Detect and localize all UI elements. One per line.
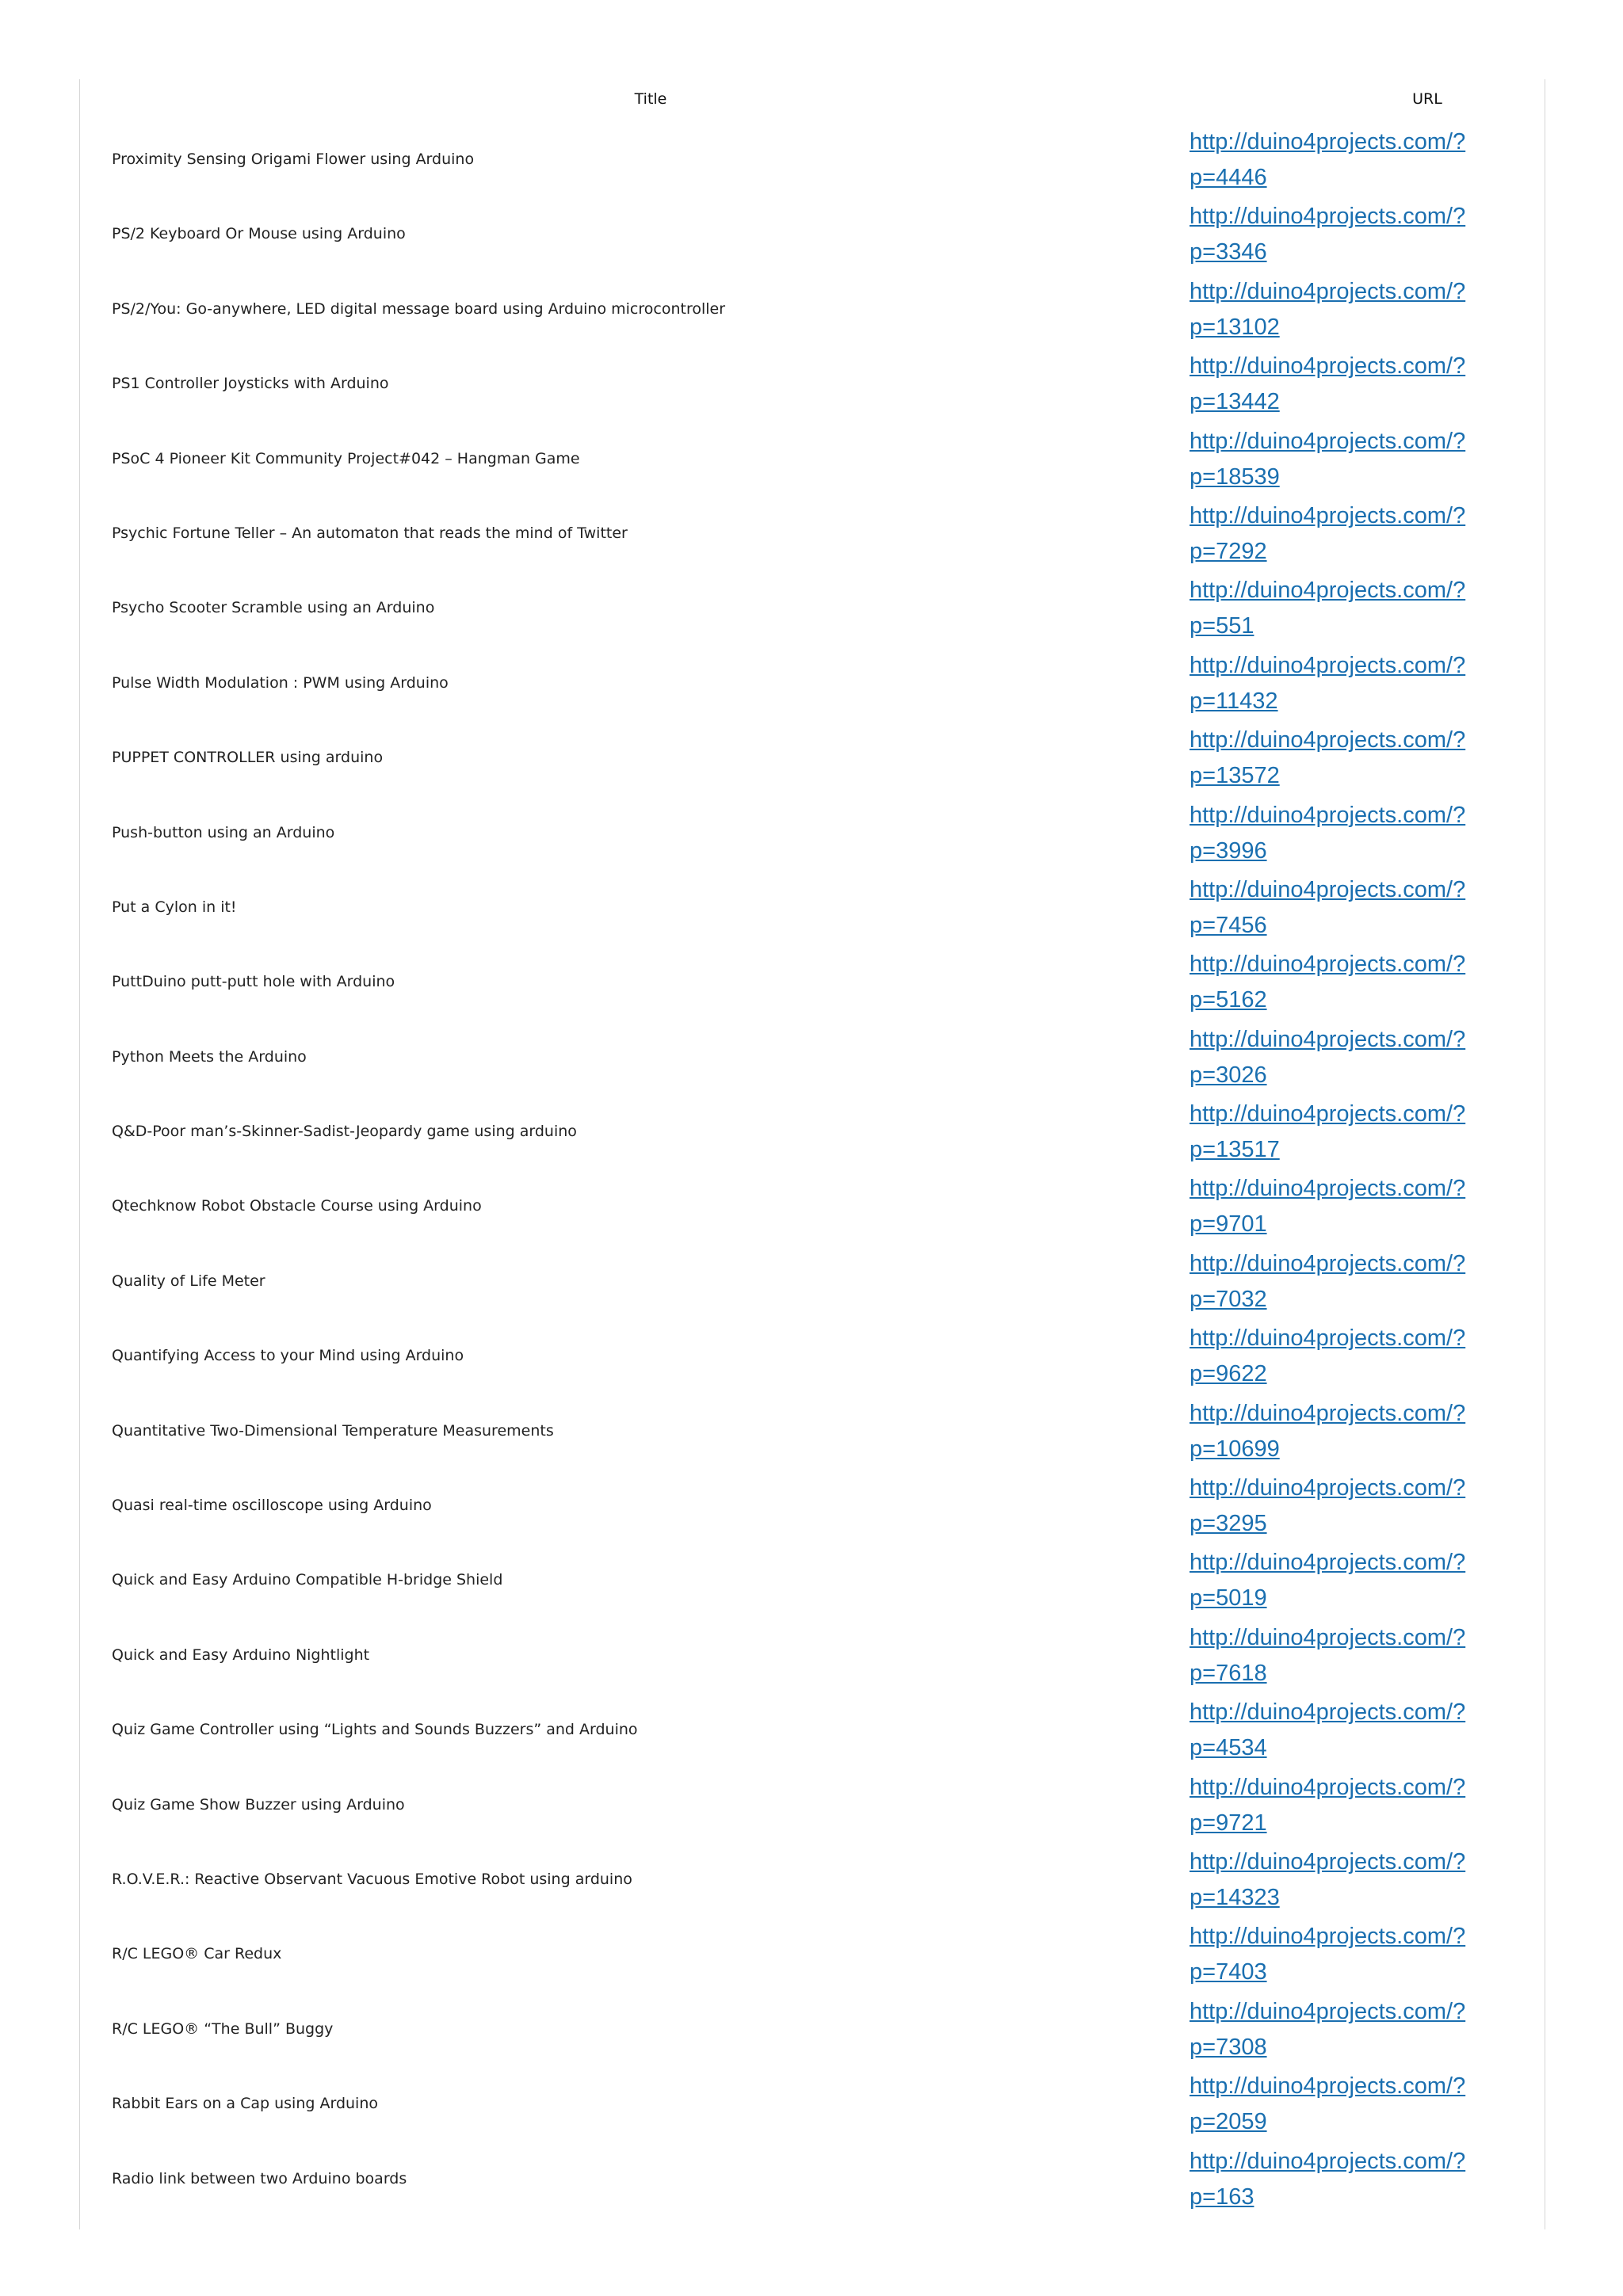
row-url-link[interactable] [1190,349,1507,420]
row-url-link[interactable] [1190,1246,1507,1318]
table-row [80,421,1545,496]
url-line-1: http://duino4projects.com/? [1190,502,1466,528]
table-row [80,720,1545,795]
row-title: Quantifying Access to your Mind using Arduino [112,1347,464,1365]
row-url-link[interactable] [1190,1470,1507,1542]
url-line-2: p=13517 [1190,1137,1280,1163]
row-url-link[interactable] [1190,1545,1507,1616]
url-line-1: http://duino4projects.com/? [1190,1624,1466,1650]
url-line-2: p=13572 [1190,763,1280,789]
url-line-2: p=7618 [1190,1660,1267,1686]
table-row [80,1169,1545,1243]
url-line-2: p=9622 [1190,1361,1267,1387]
url-line-2: p=7308 [1190,2034,1267,2060]
url-line-2: p=3996 [1190,837,1267,864]
row-url-link[interactable] [1190,947,1507,1018]
row-title: Quasi real-time oscilloscope using Arduino [112,1497,432,1515]
row-url-link[interactable] [1190,1770,1507,1841]
url-line-2: p=2059 [1190,2109,1267,2135]
url-line-1: http://duino4projects.com/? [1190,1475,1466,1501]
row-title: Proximity Sensing Origami Flower using Arduino [112,151,475,168]
url-line-1: http://duino4projects.com/? [1190,353,1466,379]
url-line-1: http://duino4projects.com/? [1190,1699,1466,1726]
row-title: Quiz Game Show Buzzer using Arduino [112,1795,405,1814]
url-line-1: http://duino4projects.com/? [1190,1550,1466,1576]
row-url-link[interactable] [1190,1620,1507,1691]
url-line-1: http://duino4projects.com/? [1190,1924,1466,1950]
table-row [80,1094,1545,1169]
row-title: Pulse Width Modulation : PWM using Arduino [112,673,449,692]
table-row [80,1842,1545,1917]
row-title: Psychic Fortune Teller – An automaton that reads the mind of Twitter [112,524,628,542]
table-row [80,1692,1545,1767]
url-line-2: p=3295 [1190,1511,1267,1537]
row-url-link[interactable] [1190,872,1507,944]
table-row [80,122,1545,196]
table-body [80,122,1545,2216]
url-line-1: http://duino4projects.com/? [1190,2148,1466,2174]
table-row [80,870,1545,944]
table-row [80,1394,1545,1468]
table-row [80,272,1545,346]
url-line-2: p=11432 [1190,688,1278,714]
table-row [80,646,1545,720]
url-line-2: p=3026 [1190,1062,1267,1088]
row-title: Radio link between two Arduino boards [112,2169,407,2187]
url-line-1: http://duino4projects.com/? [1190,1998,1466,2024]
url-line-2: p=4534 [1190,1735,1267,1761]
url-line-2: p=5019 [1190,1585,1267,1611]
table-row [80,496,1545,570]
row-url-link[interactable] [1190,1022,1507,1093]
url-line-1: http://duino4projects.com/? [1190,278,1466,304]
row-url-link[interactable] [1190,798,1507,869]
table-row [80,570,1545,645]
url-line-1: http://duino4projects.com/? [1190,727,1466,753]
row-title: PSoC 4 Pioneer Kit Community Project#042 – Hangman Game [112,449,580,467]
row-title: Python Meets the Arduino [112,1047,307,1066]
url-line-2: p=10699 [1190,1436,1280,1462]
url-line-2: p=18539 [1190,463,1280,490]
row-title: Psycho Scooter Scramble using an Arduino [112,599,435,617]
url-line-1: http://duino4projects.com/? [1190,1026,1466,1052]
url-line-1: http://duino4projects.com/? [1190,876,1466,902]
url-line-1: http://duino4projects.com/? [1190,952,1466,978]
row-url-link[interactable] [1190,2144,1507,2215]
url-line-2: p=551 [1190,613,1254,639]
row-url-link[interactable] [1190,124,1507,196]
row-url-link[interactable] [1190,498,1507,570]
row-url-link[interactable] [1190,1844,1507,1916]
table-row [80,1020,1545,1094]
row-title: R/C LEGO® Car Redux [112,1945,282,1963]
row-title: Put a Cylon in it! [112,898,237,916]
url-line-1: http://duino4projects.com/? [1190,652,1466,678]
url-line-2: p=7456 [1190,912,1267,938]
url-line-2: p=9721 [1190,1810,1267,1836]
url-line-2: p=7403 [1190,1959,1267,1985]
row-title: Quick and Easy Arduino Compatible H-bridge Shield [112,1571,503,1589]
table-row [80,346,1545,421]
url-line-1: http://duino4projects.com/? [1190,428,1466,454]
url-line-1: http://duino4projects.com/? [1190,1325,1466,1352]
row-url-link[interactable] [1190,1171,1507,1242]
url-line-1: http://duino4projects.com/? [1190,1400,1466,1426]
row-url-link[interactable] [1190,1396,1507,1467]
url-line-1: http://duino4projects.com/? [1190,802,1466,828]
row-url-link[interactable] [1190,1994,1507,2065]
table-row [80,1992,1545,2066]
url-line-1: http://duino4projects.com/? [1190,2073,1466,2100]
row-url-link[interactable] [1190,274,1507,345]
table-row [80,1768,1545,1842]
table-row [80,196,1545,271]
url-line-1: http://duino4projects.com/? [1190,1250,1466,1276]
url-line-1: http://duino4projects.com/? [1190,129,1466,154]
table-row [80,1318,1545,1393]
row-title: Quantitative Two-Dimensional Temperature Measurements [112,1421,554,1440]
row-url-link[interactable] [1190,573,1507,644]
table-row [80,2142,1545,2216]
row-url-link[interactable] [1190,1695,1507,1766]
url-line-1: http://duino4projects.com/? [1190,1848,1466,1875]
table-row [80,1618,1545,1692]
row-url-link[interactable] [1190,648,1507,719]
table-frame [79,79,1545,2229]
row-title: R/C LEGO® “The Bull” Buggy [112,2019,334,2038]
table-row [80,1244,1545,1318]
url-line-2: p=163 [1190,2183,1254,2210]
url-line-2: p=3346 [1190,239,1267,265]
row-url-link[interactable] [1190,723,1507,794]
table-row [80,944,1545,1019]
row-title: PS/2 Keyboard Or Mouse using Arduino [112,225,406,243]
table-row [80,1468,1545,1543]
row-title: Qtechknow Robot Obstacle Course using Arduino [112,1197,482,1215]
table-row [80,795,1545,870]
url-line-2: p=7292 [1190,538,1267,564]
row-title: R.O.V.E.R.: Reactive Observant Vacuous Emotive Robot using arduino [112,1870,632,1888]
url-line-2: p=13102 [1190,314,1280,340]
table-header [80,79,1545,119]
row-url-link[interactable] [1190,1919,1507,1990]
url-line-2: p=14323 [1190,1884,1280,1910]
url-line-2: p=13442 [1190,389,1280,415]
url-line-2: p=5162 [1190,987,1267,1013]
row-title: Push-button using an Arduino [112,823,335,841]
column-header-url: URL [1412,90,1442,108]
url-line-1: http://duino4projects.com/? [1190,1101,1466,1127]
row-url-link[interactable] [1190,1321,1507,1392]
url-line-1: http://duino4projects.com/? [1190,578,1466,604]
table-row [80,2066,1545,2141]
url-line-2: p=9701 [1190,1211,1267,1238]
row-url-link[interactable] [1190,1097,1507,1168]
column-header-title: Title [634,90,667,108]
table-row [80,1917,1545,1991]
row-url-link[interactable] [1190,199,1507,270]
row-title: Quiz Game Controller using “Lights and Sounds Buzzers” and Arduino [112,1721,638,1739]
row-url-link[interactable] [1190,424,1507,495]
row-title: Quick and Easy Arduino Nightlight [112,1646,370,1664]
url-line-1: http://duino4projects.com/? [1190,204,1466,230]
row-title: PuttDuino putt-putt hole with Arduino [112,973,395,991]
row-title: PS/2/You: Go-anywhere, LED digital message board using Arduino microcontroller [112,299,726,318]
url-line-2: p=7032 [1190,1286,1267,1312]
row-title: PS1 Controller Joysticks with Arduino [112,375,389,393]
row-title: Rabbit Ears on a Cap using Arduino [112,2095,378,2113]
row-title: Q&D-Poor man’s-Skinner-Sadist-Jeopardy game using arduino [112,1123,577,1141]
url-line-2: p=4446 [1190,165,1267,190]
row-title: PUPPET CONTROLLER using arduino [112,749,384,767]
row-url-link[interactable] [1190,2069,1507,2140]
table-row [80,1543,1545,1617]
url-line-1: http://duino4projects.com/? [1190,1176,1466,1202]
url-line-1: http://duino4projects.com/? [1190,1774,1466,1800]
row-title: Quality of Life Meter [112,1272,265,1290]
